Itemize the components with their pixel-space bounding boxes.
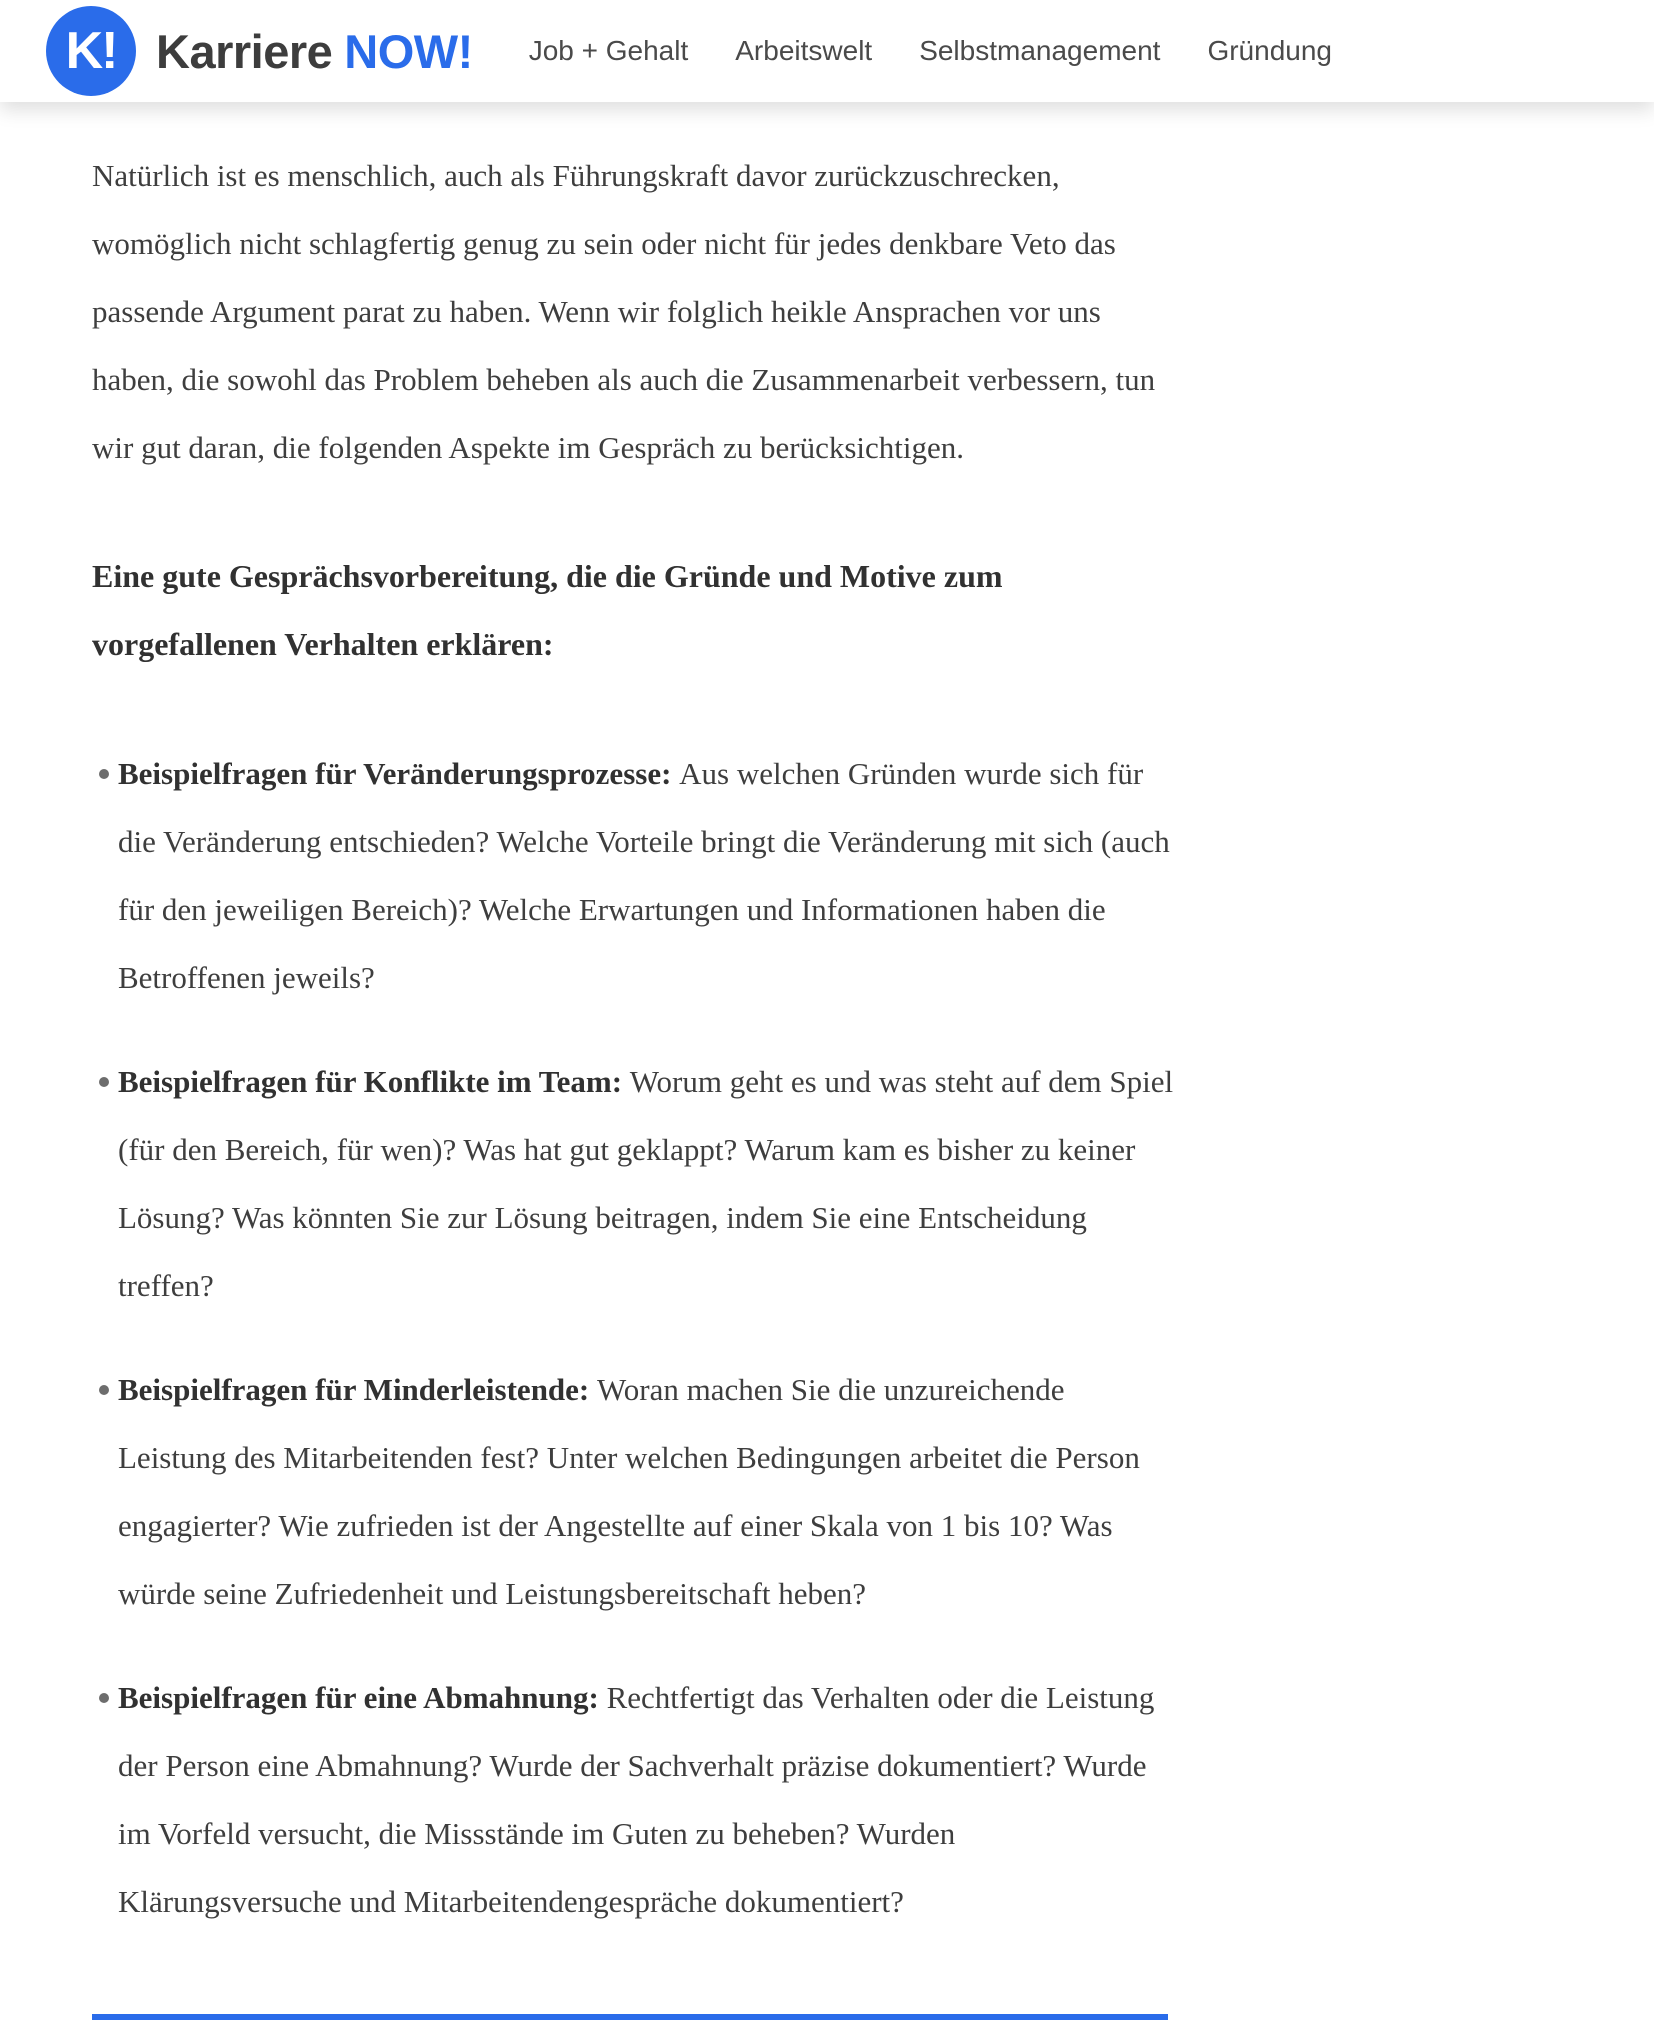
next-section-top-edge — [92, 2014, 1168, 2020]
bullet-icon — [99, 1385, 109, 1395]
logo-brand-accent: NOW! — [344, 24, 473, 78]
logo-badge-icon: K! — [46, 6, 136, 96]
nav-item-arbeitswelt[interactable]: Arbeitswelt — [735, 35, 873, 66]
logo-link[interactable] — [46, 6, 473, 96]
list-item-text: Rechtfertigt das Verhalten oder die Leistung der Person eine Abmahnung? Wurde der Sachverhalt präzise dokumentiert? Wurde im Vorfeld versucht, die Missstände im Guten zu beheben? Wurden Klärungsversuche und Mitarbeitendengespräche dokumentiert? — [118, 1680, 1155, 1919]
nav-item-gruendung[interactable]: Gründung — [1207, 35, 1332, 66]
list-item-lead: Beispielfragen für Minderleistende: — [118, 1372, 598, 1407]
list-item-lead: Beispielfragen für Konflikte im Team: — [118, 1064, 630, 1099]
logo-brand: Karriere — [156, 24, 333, 78]
nav-item-job-gehalt[interactable]: Job + Gehalt — [528, 35, 689, 66]
list-item — [118, 1664, 1177, 1936]
site-header — [0, 0, 1654, 102]
bullet-icon — [99, 769, 109, 779]
list-item — [118, 1048, 1177, 1320]
logo-text — [156, 24, 473, 79]
nav-item-selbstmanagement[interactable]: Selbstmanagement — [919, 35, 1161, 66]
list-item — [118, 740, 1177, 1012]
list-item-lead: Beispielfragen für Veränderungsprozesse: — [118, 756, 680, 791]
list-item-text: Aus welchen Gründen wurde sich für die Veränderung entschieden? Welche Vorteile bringt die Veränderung mit sich (auch für den jeweiligen Bereich)? Welche Erwartungen und Informationen haben die Betroffenen jeweils? — [118, 756, 1170, 995]
list-item-lead: Beispielfragen für eine Abmahnung: — [118, 1680, 607, 1715]
list-item-text: Worum geht es und was steht auf dem Spiel (für den Bereich, für wen)? Was hat gut geklappt? Warum kam es bisher zu keiner Lösung? Was könnten Sie zur Lösung beitragen, indem Sie eine Entscheidung treffen? — [118, 1064, 1174, 1303]
intro-paragraph: Natürlich ist es menschlich, auch als Führungskraft davor zurückzuschrecken, womöglich nicht schlagfertig genug zu sein oder nicht für jedes denkbare Veto das passende Argument parat zu haben. Wenn wir folglich heikle Ansprachen vor uns haben, die sowohl das Problem beheben als auch die Zusammenarbeit verbessern, tun wir gut daran, die folgenden Aspekte im Gespräch zu berücksichtigen. — [92, 158, 1156, 465]
section-subheading: Eine gute Gesprächsvorbereitung, die die Gründe und Motive zum vorgefallenen Verhalten erklären: — [92, 558, 1003, 662]
main-nav — [529, 35, 1332, 67]
bullet-icon — [99, 1693, 109, 1703]
list-item — [118, 1356, 1177, 1628]
article-content — [0, 102, 1177, 1936]
question-list — [92, 740, 1177, 1936]
list-item-text: Woran machen Sie die unzureichende Leistung des Mitarbeitenden fest? Unter welchen Bedingungen arbeitet die Person engagierter? Wie zufrieden ist der Angestellte auf einer Skala von 1 bis 10? Was würde seine Zufriedenheit und Leistungsbereitschaft heben? — [118, 1372, 1140, 1611]
bullet-icon — [99, 1077, 109, 1087]
